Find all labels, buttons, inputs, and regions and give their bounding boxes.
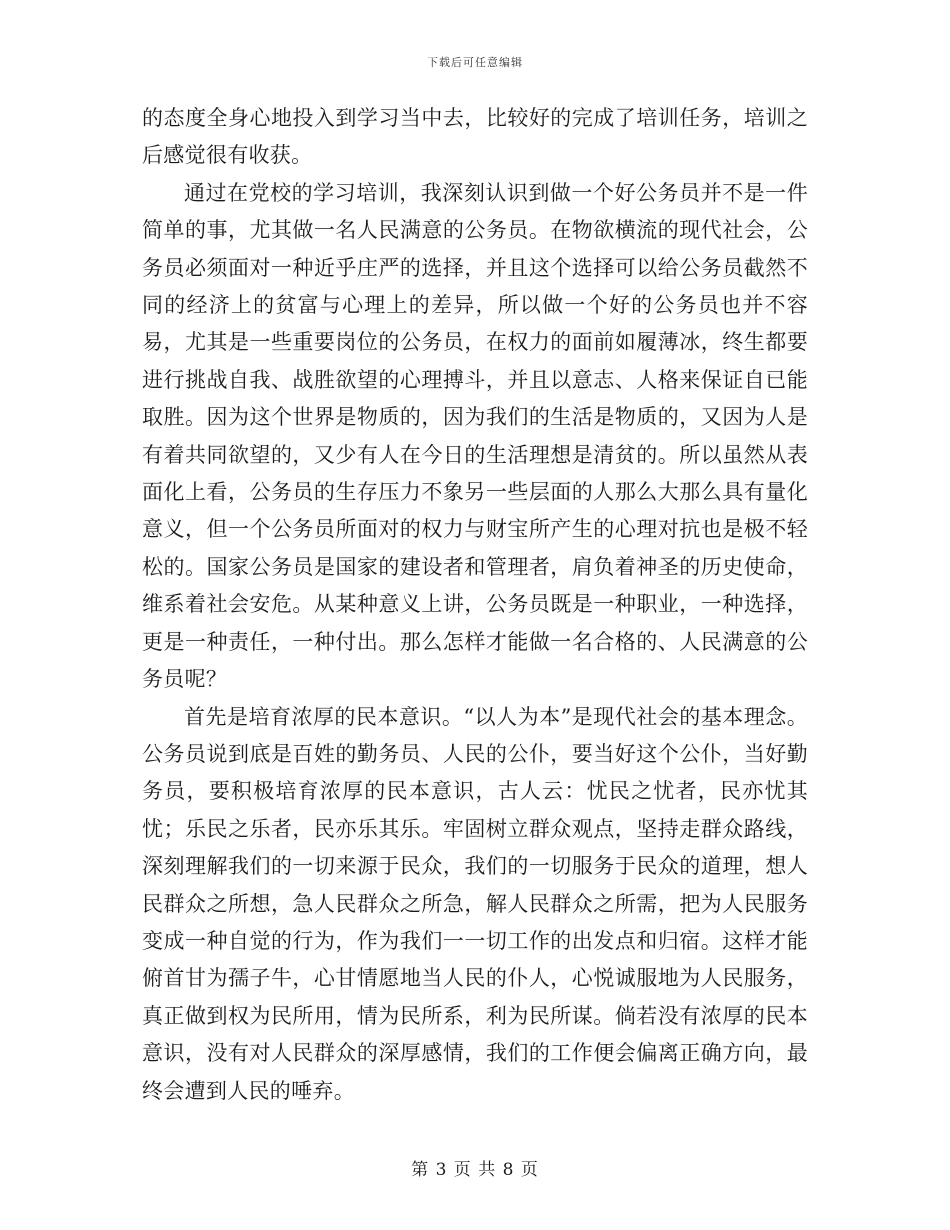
document-body [142,100,808,1110]
paragraph-3: 首先是培育浓厚的民本意识。“以人为本”是现代社会的基本理念。公务员说到底是百姓的勤务员、人民的公仆，要当好这个公仆，当好勤务员，要积极培育浓厚的民本意识，古人云：忧民之忧者，民亦忧其忧；乐民之乐者，民亦乐其乐。牢固树立群众观点，坚持走群众路线，深刻理解我们的一切来源于民众，我们的一切服务于民众的道理，想人民群众之所想，急人民群众之所急，解人民群众之所需，把为人民服务变成一种自觉的行为，作为我们一一切工作的出发点和归宿。这样才能俯首甘为孺子牛，心甘情愿地当人民的仆人，心悦诚服地为人民服务，真正做到权为民所用，情为民所系，利为民所谋。倘若没有浓厚的民本意识，没有对人民群众的深厚感情，我们的工作便会偏离正确方向，最终会遭到人民的唾弃。 [142,704,808,1103]
paragraph-2: 通过在党校的学习培训，我深刻认识到做一个好公务员并不是一件简单的事，尤其做一名人民满意的公务员。在物欲横流的现代社会，公务员必须面对一种近乎庄严的选择，并且这个选择可以给公务员截然不同的经济上的贫富与心理上的差异，所以做一个好的公务员也并不容易，尤其是一些重要岗位的公务员，在权力的面前如履薄冰，终生都要进行挑战自我、战胜欲望的心理搏斗，并且以意志、人格来保证自已能取胜。因为这个世界是物质的，因为我们的生活是物质的，又因为人是有着共同欲望的，又少有人在今日的生活理想是清贫的。所以虽然从表面化上看，公务员的生存压力不象另一些层面的人那么大那么具有量化意义，但一个公务员所面对的权力与财宝所产生的心理对抗也是极不轻松的。国家公务员是国家的建设者和管理者，肩负着神圣的历史使命，维系着社会安危。从某种意义上讲，公务员既是一种职业，一种选择，更是一种责任，一种付出。那么怎样才能做一名合格的、人民满意的公务员呢？ [142,180,808,692]
page-number-footer: 第 3 页 共 8 页 [411,1160,539,1180]
paragraph-1: 的态度全身心地投入到学习当中去，比较好的完成了培训任务，培训之后感觉很有收获。 [142,106,808,168]
page-header: 下载后可任意编辑 [427,56,523,69]
